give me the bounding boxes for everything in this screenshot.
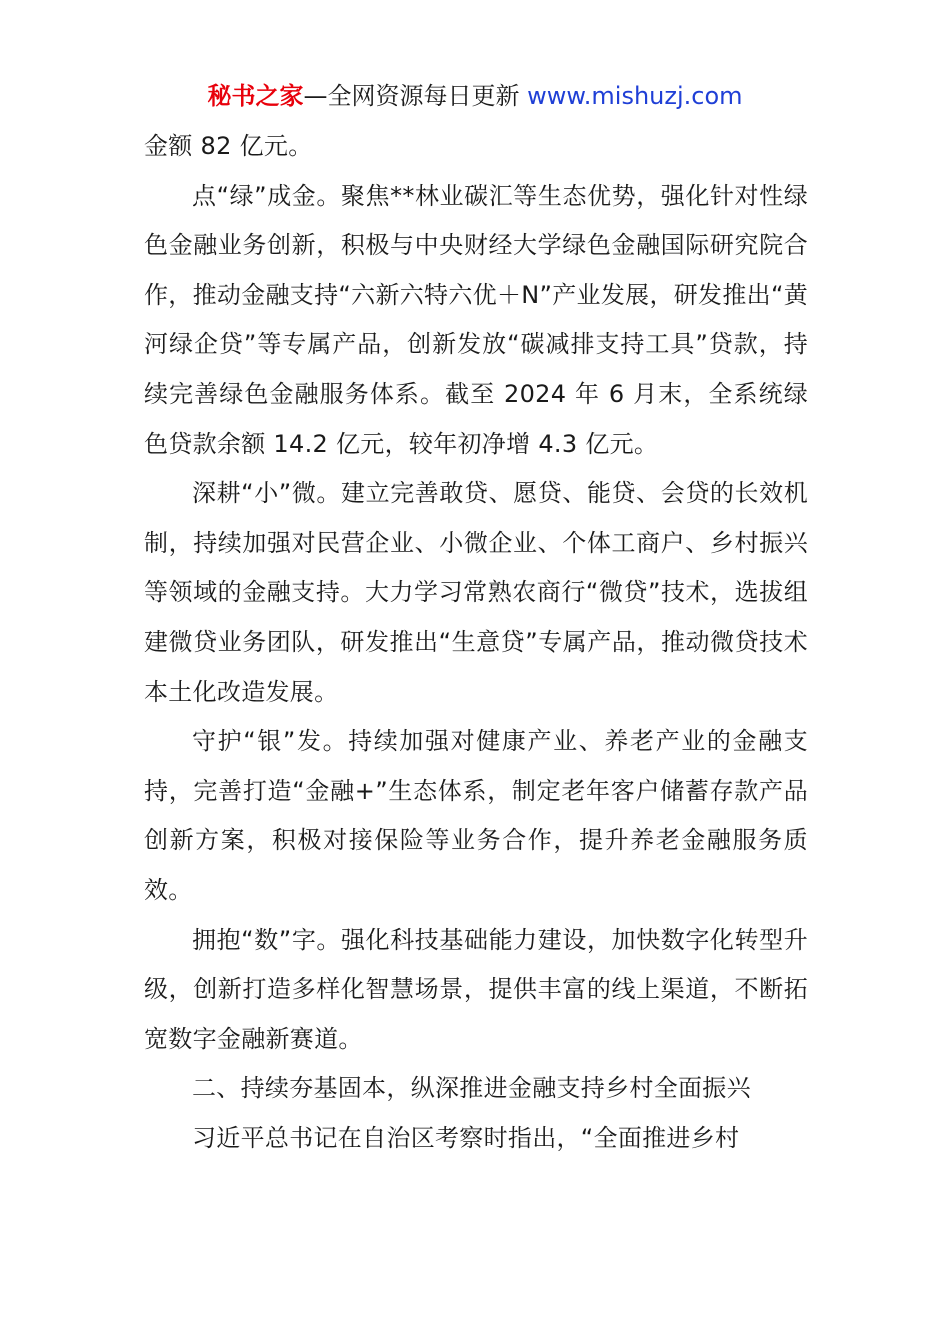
site-url-link[interactable]: www.mishuzj.com: [527, 82, 743, 110]
section-heading: 二、持续夯基固本，纵深推进金融支持乡村全面振兴: [192, 1074, 751, 1103]
paragraph-rural-revitalization: 习近平总书记在自治区考察时指出，“全面推进乡村: [192, 1123, 740, 1152]
paragraph-small-micro: 深耕“小”微。建立完善敢贷、愿贷、能贷、会贷的长效机制，持续加强对民营企业、小微企业、个体工商户、乡村振兴等领域的金融支持。大力学习常熟农商行“微贷”技术，选拔组建微贷业务团队，研发推出“生意贷”专属产品，推动微贷技术本土化改造发展。: [144, 479, 808, 706]
paragraph-digital: 拥抱“数”字。强化科技基础能力建设，加快数字化转型升级，创新打造多样化智慧场景，提供丰富的线上渠道，不断拓宽数字金融新赛道。: [144, 925, 808, 1053]
site-slogan: —全网资源每日更新: [303, 82, 528, 110]
site-brand: 秘书之家: [207, 82, 304, 110]
site-header: [0, 80, 950, 112]
paragraph-continuation: 金额 82 亿元。: [144, 132, 313, 160]
paragraph-silver-economy: 守护“银”发。持续加强对健康产业、养老产业的金融支持，完善打造“金融+”生态体系，制定老年客户储蓄存款产品创新方案，积极对接保险等业务合作，提升养老金融服务质效。: [144, 727, 808, 904]
paragraph-green-finance: 点“绿”成金。聚焦**林业碳汇等生态优势，强化针对性绿色金融业务创新，积极与中央财经大学绿色金融国际研究院合作，推动金融支持“六新六特六优＋N”产业发展，研发推出“黄河绿企贷”等专属产品，创新发放“碳减排支持工具”贷款，持续完善绿色金融服务体系。截至 2024 年 6 月末，全系统绿色贷款余额 14.2 亿元，较年初净增 4.3 亿元。: [144, 181, 808, 458]
document-body: [144, 122, 808, 1163]
